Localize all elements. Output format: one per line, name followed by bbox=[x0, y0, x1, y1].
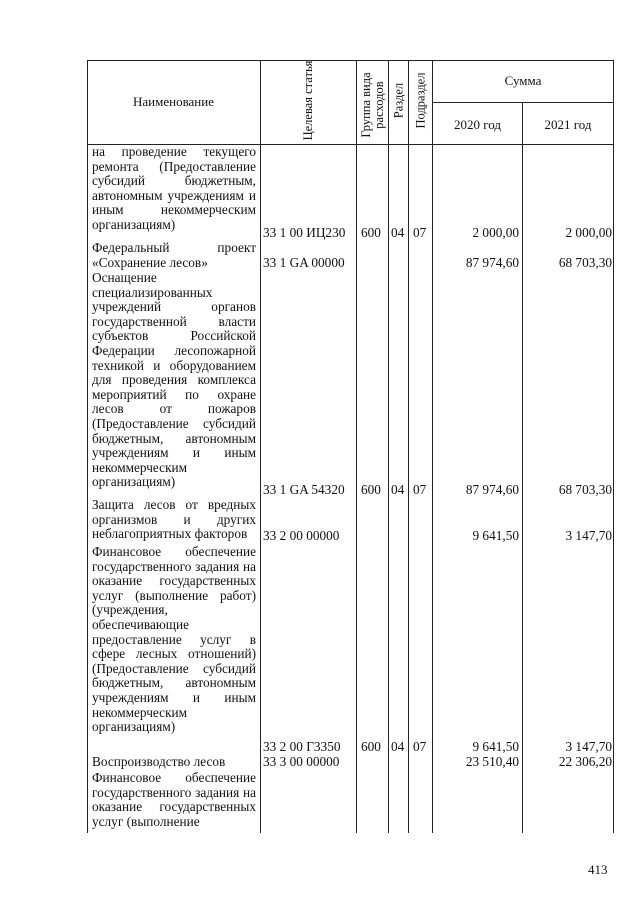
column-divider-group bbox=[388, 60, 389, 833]
header-year-2020: 2020 год bbox=[454, 117, 501, 132]
row-amount-2021: 68 703,30 bbox=[558, 482, 612, 497]
page-number: 413 bbox=[588, 862, 608, 877]
header-expense-group bbox=[357, 60, 388, 144]
header-subsection bbox=[409, 60, 432, 144]
row-name: Оснащение специализированных учреждений органов государственной власти субъектов Российской Федерации лесопожарной техникой и оборудованием для проведения комплекса мероприятий по охране лесов от пожаров (Предоставление субсидий бюджетным, автономным учреждениям и иным некоммерческим организациям) bbox=[92, 270, 256, 490]
row-name: Федеральный проект «Сохранение лесов» bbox=[92, 240, 256, 270]
row-amount-2020: 87 974,60 bbox=[465, 482, 519, 497]
header-section bbox=[389, 60, 408, 144]
row-name: Финансовое обеспечение государственного задания на оказание государственных услуг (выполнение bbox=[92, 770, 256, 829]
row-code: 33 2 00 Г3350 bbox=[263, 739, 341, 754]
row-code: 33 2 00 00000 bbox=[263, 528, 340, 543]
row-amount-2021: 3 147,70 bbox=[565, 739, 612, 754]
column-divider-name bbox=[260, 60, 261, 833]
row-section: 04 bbox=[391, 482, 405, 497]
column-divider-years bbox=[522, 102, 523, 833]
column-divider-section bbox=[408, 60, 409, 833]
row-section: 04 bbox=[391, 225, 405, 240]
row-subsection: 07 bbox=[413, 739, 427, 754]
row-amount-2021: 68 703,30 bbox=[558, 255, 612, 270]
header-section-text: Раздел bbox=[391, 82, 406, 119]
row-group: 600 bbox=[361, 739, 381, 754]
row-name: на проведение текущего ремонта (Предоставление субсидий бюджетным, автономным учреждениям и иным некоммерческим организациям) bbox=[92, 144, 256, 232]
column-divider-code bbox=[356, 60, 357, 833]
header-expense-group-text: Группа вида расходов bbox=[359, 72, 386, 138]
row-amount-2020: 9 641,50 bbox=[472, 739, 519, 754]
row-amount-2020: 87 974,60 bbox=[465, 255, 519, 270]
row-amount-2021: 22 306,20 bbox=[558, 754, 612, 769]
row-name: Воспроизводство лесов bbox=[92, 754, 226, 769]
row-subsection: 07 bbox=[413, 225, 427, 240]
row-code: 33 1 00 ИЦ230 bbox=[263, 225, 346, 240]
row-name: Защита лесов от вредных организмов и других неблагоприятных факторов bbox=[92, 497, 256, 542]
row-code: 33 1 GA 00000 bbox=[263, 255, 345, 270]
sum-header-divider bbox=[432, 102, 614, 103]
table-border-left bbox=[87, 60, 88, 833]
column-divider-subsection bbox=[432, 60, 433, 833]
header-year-2021: 2021 год bbox=[544, 117, 592, 132]
row-group: 600 bbox=[361, 225, 381, 240]
row-subsection: 07 bbox=[413, 482, 427, 497]
row-group: 600 bbox=[361, 482, 381, 497]
row-section: 04 bbox=[391, 739, 405, 754]
budget-table bbox=[87, 60, 614, 833]
header-sum: Сумма bbox=[504, 73, 542, 88]
row-code: 33 1 GA 54320 bbox=[263, 482, 345, 497]
header-subsection-text: Подраздел bbox=[413, 72, 428, 129]
row-amount-2020: 9 641,50 bbox=[472, 528, 519, 543]
row-amount-2021: 2 000,00 bbox=[565, 225, 612, 240]
row-amount-2020: 23 510,40 bbox=[465, 754, 519, 769]
row-amount-2021: 3 147,70 bbox=[565, 528, 612, 543]
table-border-right bbox=[613, 60, 614, 833]
header-name: Наименование bbox=[133, 94, 214, 109]
row-name: Финансовое обеспечение государственного задания на оказание государственных услуг (выполнение работ) (учреждения, обеспечивающие предоставление услуг в сфере лесных отношений) (Предоставление субсидий бюджетным, автономным учреждениям и иным некоммерческим организациям) bbox=[92, 544, 256, 735]
header-target-article-text: Целевая статья bbox=[301, 60, 315, 141]
row-amount-2020: 2 000,00 bbox=[472, 225, 519, 240]
header-target-article bbox=[261, 60, 356, 144]
row-code: 33 3 00 00000 bbox=[263, 754, 340, 769]
